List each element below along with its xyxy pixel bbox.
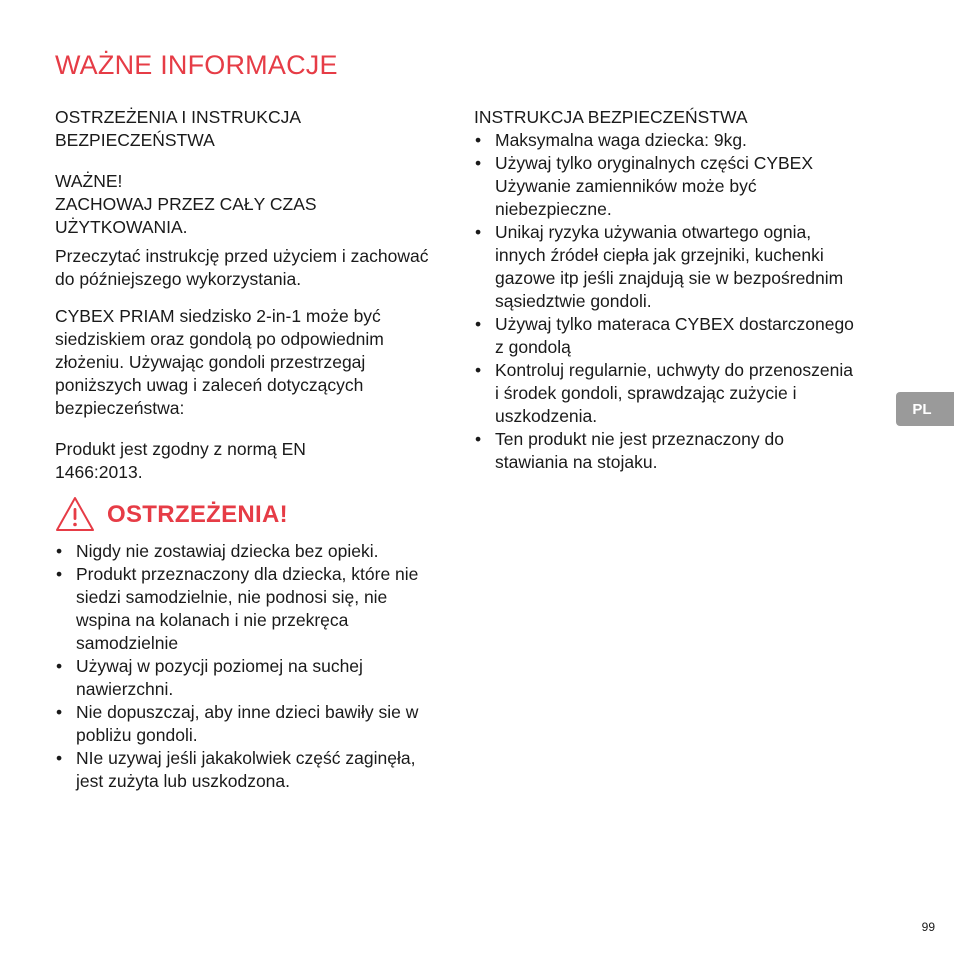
section-heading: OSTRZEŻENIA I INSTRUKCJA BEZPIECZEŃSTWA	[55, 107, 301, 150]
important-note: ZACHOWAJ PRZEZ CAŁY CZAS UŻYTKOWANIA.	[55, 194, 317, 237]
warning-list	[55, 540, 440, 793]
warning-triangle-icon	[55, 496, 95, 532]
language-tab: PL	[896, 392, 954, 426]
norm-paragraph: Produkt jest zgodny z normą EN 1466:2013.	[55, 439, 306, 482]
list-item: • Produkt przeznaczony dla dziecka, które nie siedzi samodzielnie, nie podnosi się, nie wspina na kolanach i nie przekręca samodzielnie	[55, 563, 440, 655]
warning-header	[55, 496, 440, 532]
right-column	[474, 106, 874, 474]
list-item: • Używaj tylko oryginalnych części CYBEX Używanie zamienników może być niebezpieczne.	[474, 152, 859, 221]
important-label: WAŻNE!	[55, 171, 123, 191]
list-item: • Unikaj ryzyka używania otwartego ognia, innych źródeł ciepła jak grzejniki, kuchenki gazowe itp jeśli znajdują sie w bezpośrednim sąsiedztwie gondoli.	[474, 221, 859, 313]
list-item: • Używaj w pozycji poziomej na suchej nawierzchni.	[55, 655, 440, 701]
safety-list	[474, 129, 859, 474]
safety-heading: INSTRUKCJA BEZPIECZEŃSTWA	[474, 107, 748, 127]
left-column	[55, 106, 440, 793]
list-item: • Kontroluj regularnie, uchwyty do przenoszenia i środek gondoli, sprawdzając zużycie i uszkodzenia.	[474, 359, 859, 428]
list-item: • NIe uzywaj jeśli jakakolwiek część zaginęła, jest zużyta lub uszkodzona.	[55, 747, 440, 793]
list-item: • Maksymalna waga dziecka: 9kg.	[474, 129, 859, 152]
list-item: • Ten produkt nie jest przeznaczony do stawiania na stojaku.	[474, 428, 859, 474]
page-title: WAŻNE INFORMACJE	[55, 50, 338, 80]
list-item: • Nigdy nie zostawiaj dziecka bez opieki.	[55, 540, 440, 563]
list-item: • Używaj tylko materaca CYBEX dostarczonego z gondolą	[474, 313, 859, 359]
page-number: 99	[921, 920, 935, 934]
warning-title: OSTRZEŻENIA!	[107, 500, 288, 528]
read-instructions-paragraph: Przeczytać instrukcję przed użyciem i zachować do późniejszego wykorzystania.	[55, 246, 429, 289]
cybex-paragraph: CYBEX PRIAM siedzisko 2-in-1 może być siedziskiem oraz gondolą po odpowiednim złożeniu. Używając gondoli przestrzegaj poniższych uwag i zaleceń dotyczących bezpieczeństwa:	[55, 306, 384, 418]
list-item: • Nie dopuszczaj, aby inne dzieci bawiły sie w pobliżu gondoli.	[55, 701, 440, 747]
